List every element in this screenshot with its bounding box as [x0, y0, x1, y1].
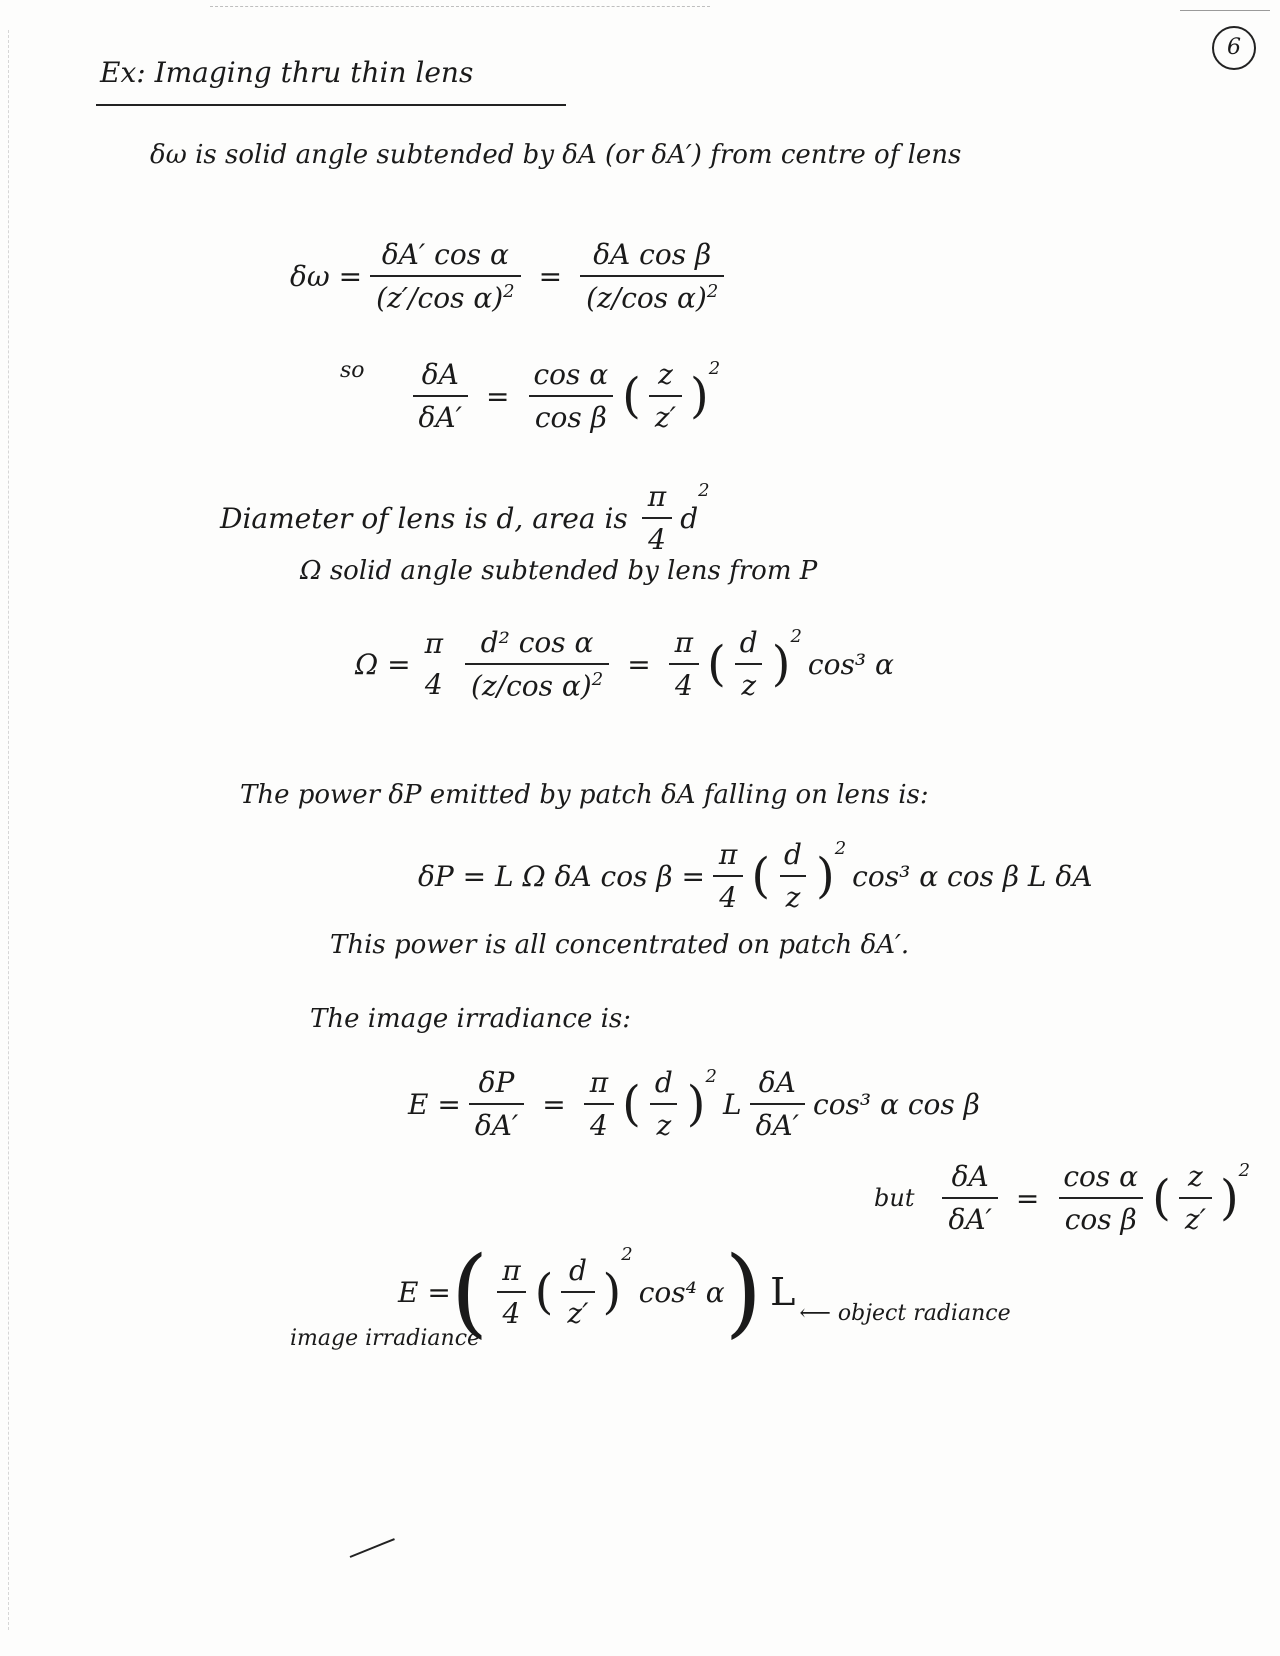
equals-sign: = [485, 379, 510, 413]
denominator: (z/cos α)$^2$ [465, 663, 609, 702]
scan-edge-line [1180, 10, 1270, 11]
denominator: 4 [424, 668, 443, 702]
numerator: δA cos β [593, 238, 712, 271]
fraction [1057, 1160, 1144, 1236]
equation-solid-angle [290, 238, 732, 314]
equation-final: E = ( $\frac{\pi}{4}$ ( $\frac{d}{z'}$ ) 2 cos⁴ α ) L ⟵ object radiance [398, 1236, 1011, 1348]
eq-lhs: E = [398, 1275, 451, 1309]
cos-term: cos³ α cos β [813, 1087, 980, 1121]
eq-lhs: Ω = [355, 647, 411, 681]
note-line: Ω solid angle subtended by lens from P [300, 556, 818, 586]
page-title: Ex: Imaging thru thin lens [100, 56, 474, 89]
fraction [649, 1066, 679, 1142]
annotation-arrow [350, 1538, 395, 1558]
cos-term: cos³ α [807, 647, 894, 681]
diameter-line: Diameter of lens is d, area is $\frac{\pi}{4}$ d 2 [220, 480, 710, 556]
title-underline [96, 104, 566, 106]
denominator: 4 [669, 663, 699, 702]
equals-sign: = [542, 1087, 566, 1121]
fraction [642, 480, 672, 556]
equals-sign: = [627, 647, 651, 681]
numerator: cos α [533, 358, 609, 391]
note-line: The image irradiance is: [310, 1004, 632, 1034]
numerator: δA [421, 358, 459, 391]
fraction [413, 358, 468, 434]
fraction [734, 626, 764, 702]
so-label: so [340, 358, 365, 383]
denominator: z [780, 875, 807, 914]
fraction [496, 1254, 526, 1330]
fraction [713, 838, 743, 914]
denominator: 4 [713, 875, 743, 914]
fraction [419, 627, 449, 701]
fraction [750, 1066, 805, 1142]
numerator: π [502, 1254, 521, 1287]
numerator: π [674, 626, 694, 660]
denominator: δA′ [942, 1197, 997, 1236]
image-irradiance-label: image irradiance [290, 1326, 481, 1351]
equation-irradiance: E = $\frac{\delta P}{\delta A'}$ = $\frac{\pi}{4}$ ( $\frac{d}{z}$ ) $^2$ L $\frac{\delta A}{\delta A'}$ cos³ α cos β [408, 1066, 980, 1142]
denominator: z′ [649, 395, 682, 434]
fraction [561, 1254, 594, 1330]
fraction [649, 358, 682, 434]
denominator: cos β [1059, 1197, 1143, 1236]
scan-edge-line [210, 6, 710, 7]
cos-term: cos⁴ α [638, 1275, 725, 1309]
object-radiance-label: ⟵ object radiance [799, 1301, 1011, 1326]
fraction [778, 838, 808, 914]
equals-sign: = [1015, 1181, 1040, 1215]
denominator: 4 [497, 1291, 527, 1330]
note-line: δω is solid angle subtended by δA (or δA′) from centre of lens [150, 140, 962, 170]
radiance-L: L [722, 1087, 742, 1121]
numerator: π [718, 838, 738, 871]
numerator: π [589, 1066, 609, 1099]
eq-lhs: E = [408, 1087, 461, 1121]
scan-margin-line [8, 30, 9, 1630]
note-line: This power is all concentrated on patch δA′. [330, 930, 910, 960]
fraction [669, 626, 699, 702]
fraction [580, 238, 724, 314]
denominator: δA′ [413, 395, 468, 434]
numerator: δP [478, 1066, 515, 1099]
denominator: δA′ [750, 1103, 805, 1142]
cos-term: cos³ α cos β L δA [852, 859, 1093, 893]
denominator: (z′/cos α)$^2$ [370, 275, 521, 314]
eq-lhs: δP = L Ω δA cos β = [418, 859, 705, 893]
eq-lhs: δω = [290, 259, 363, 293]
fraction [1179, 1160, 1212, 1236]
radiance-L: L [770, 1270, 796, 1314]
denominator: 4 [584, 1103, 614, 1142]
numerator: π [647, 480, 667, 513]
fraction [469, 1066, 524, 1142]
equation-power: δP = L Ω δA cos β = $\frac{\pi}{4}$ ( $\frac{d}{z}$ ) $^2$ cos³ α cos β L δA [418, 838, 1093, 914]
denominator: δA′ [469, 1103, 524, 1142]
equation-omega: Ω = π 4 $\frac{\text{d² cos α}}{(z/\cos \alpha)^2}$ = $\frac{\pi}{4}$ ( $\frac{d}{z}$ ) $^2$ cos³ α [355, 626, 894, 703]
numerator: d² cos α [480, 626, 594, 659]
area-d: d [680, 501, 699, 535]
fraction [370, 238, 521, 314]
numerator: d [739, 626, 758, 660]
equation-substitution: but $\frac{\delta A}{\delta A'}$ = $\frac{\text{cos α}}{\text{cos β}}$ ( $\frac{z}{z'}$ ) $^2$ [874, 1160, 1251, 1236]
denominator: z′ [561, 1291, 594, 1330]
fraction [527, 358, 614, 434]
numerator: δA′ cos α [381, 238, 509, 271]
fraction [465, 626, 609, 702]
page-number: 6 [1212, 26, 1256, 70]
but-label: but [874, 1184, 915, 1212]
numerator: π [424, 627, 443, 661]
denominator: cos β [529, 395, 613, 434]
numerator: d [568, 1254, 587, 1287]
numerator: d [654, 1066, 673, 1099]
numerator: d [784, 838, 802, 871]
denominator: z′ [1179, 1197, 1212, 1236]
equation-area-ratio: so $\frac{\delta A}{\delta A'}$ = $\frac{\text{cos α}}{\text{cos β}}$ ( $\frac{z}{z'}$ ) $^2$ [340, 358, 721, 434]
denominator: (z/cos α)$^2$ [580, 275, 724, 314]
fraction [584, 1066, 614, 1142]
denominator: z [650, 1103, 677, 1142]
fraction [942, 1160, 997, 1236]
equals-sign: = [538, 259, 563, 293]
numerator: δA [951, 1160, 989, 1193]
denominator: z [735, 663, 762, 702]
numerator: z [1188, 1160, 1203, 1193]
numerator: δA [758, 1066, 796, 1099]
note-line: Diameter of lens is d, area is [220, 501, 628, 535]
numerator: z [658, 358, 673, 391]
numerator: cos α [1063, 1160, 1139, 1193]
denominator: 4 [642, 517, 672, 556]
note-line: The power δP emitted by patch δA falling on lens is: [240, 780, 929, 810]
